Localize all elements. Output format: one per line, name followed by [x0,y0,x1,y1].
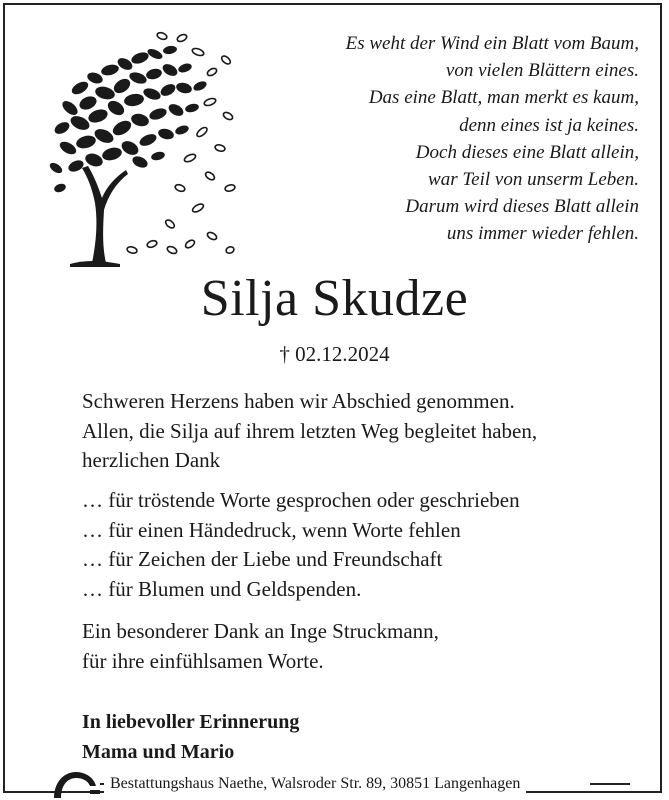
poem-line: Es weht der Wind ein Blatt vom Baum, [345,33,639,54]
special-thanks-line: Ein besonderer Dank an Inge Struckmann, [82,619,439,643]
intro-line: Schweren Herzens haben wir Abschied genommen. [82,389,515,413]
special-thanks [82,617,439,676]
poem-line: war Teil von unserm Leben. [428,169,639,191]
undertaker-info: Bestattungshaus Naethe, Walsroder Str. 89, 30851 Langenhagen [104,774,526,794]
signature-line: In liebevoller Erinnerung [82,711,300,733]
footer-rule-right [590,783,630,785]
intro-line: Allen, die Silja auf ihrem letzten Weg begleitet haben, [82,418,538,443]
poem-line: denn eines ist ja keines. [459,114,639,136]
windblown-tree-illustration [40,28,240,268]
thanks-list [82,486,520,604]
deceased-name: Silja Skudze [200,270,469,327]
list-item: … für tröstende Worte gesprochen oder geschrieben [82,488,520,512]
death-date: † 02.12.2024 [279,342,390,366]
signature [82,707,299,767]
intro-text [82,387,537,476]
intro-line: herzlichen Dank [82,448,221,472]
signature-line: Mama und Mario [82,741,235,763]
poem-line: Darum wird dieses Blatt allein [405,196,639,218]
poem [259,30,639,248]
list-item: … für einen Händedruck, wenn Worte fehlen [82,517,461,542]
list-item: … für Blumen und Geldspenden. [82,576,362,601]
list-item: … für Zeichen der Liebe und Freundschaft [82,547,443,571]
poem-line: von vielen Blättern eines. [445,60,639,82]
undertaker-logo-icon [50,770,100,798]
poem-line: uns immer wieder fehlen. [446,223,639,245]
poem-line: Doch dieses eine Blatt allein, [415,141,639,163]
special-thanks-line: für ihre einfühlsamen Worte. [82,648,324,673]
poem-line: Das eine Blatt, man merkt es kaum, [368,87,639,109]
